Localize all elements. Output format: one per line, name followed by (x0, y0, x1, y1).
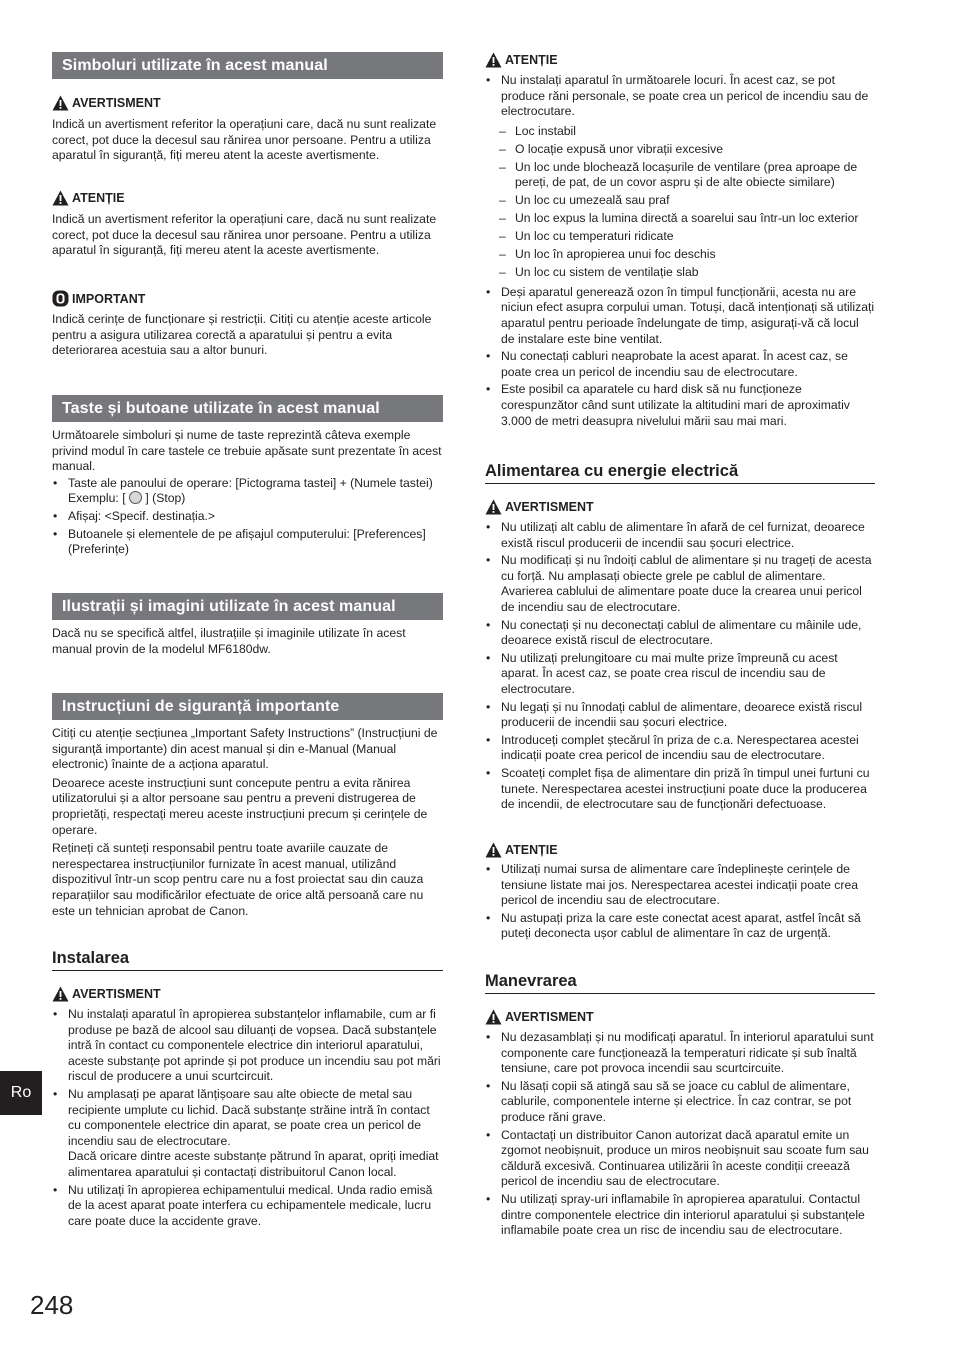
power-caution-content (485, 862, 875, 944)
warning-label-text: AVERTISMENT (505, 1010, 594, 1024)
keys-list (52, 476, 443, 558)
sublist-item: – Loc instabil (485, 124, 875, 140)
install-caution-list-cont (485, 285, 875, 429)
handling-warning-content (485, 1030, 875, 1241)
list-item: • Deși aparatul generează ozon în timpul funcționării, acesta nu are niciun efect asupra corpului uman. Totuși, dacă intenționați să utilizați aparatul pentru perioade îndelungate de timp, asigurați-vă că locul de instalare este bine ventilat. (485, 285, 875, 347)
sublist-item: – Un loc cu temperaturi ridicate (485, 229, 875, 245)
keys-content (52, 428, 443, 560)
caution-label-text: ATENȚIE (72, 191, 125, 205)
power-warning-content (485, 520, 875, 815)
safety-paragraph: Rețineți că sunteți responsabil pentru toate avariile cauzate de nerespectarea instrucțiunilor furnizate în acest manual, utilizând dispozitivul într-un scop pentru care nu a fost proiectat sau din cauza reparațiilor sau modificărilor efectuate de orice altă persoană care nu este un tehnician aprobat de Canon. (52, 841, 424, 918)
list-item: • Nu utilizați spray-uri inflamabile în apropierea aparatului. Contactul dintre componentele electrice din interiorul aparatului și substanțele inflamabile poate crea un risc de incendiu sau de electrocutare. (485, 1192, 875, 1239)
warning-triangle-icon (485, 499, 502, 515)
list-item: • Nu modificați și nu îndoiți cablul de alimentare și nu trageți de acesta cu forță. Nu amplasați obiecte grele pe cablul de alimentare. Avarierea cablului de alimentare poate duce la crearea unui pericol de incendiu sau de electrocutare. (485, 553, 875, 615)
list-item: • Nu utilizați prelungitoare cu mai multe prize împreună cu acest aparat. În acest caz, se poate crea riscul de incendiu sau de electrocutare. (485, 651, 875, 698)
install-warning-list (52, 1007, 443, 1229)
sublist-item: – Un loc cu sistem de ventilație slab (485, 265, 875, 281)
list-item: • Introduceți complet ștecărul în priza de c.a. Nerespectarea acestei indicații poate crea pericol de incendiu sau de electrocutare. (485, 733, 875, 764)
list-item: • Nu astupați priza la care este conectat acest aparat, astfel încât să puteți deconecta ușor cablul de alimentare în caz de urgență. (485, 911, 875, 942)
list-item: • Contactați un distribuitor Canon autorizat dacă aparatul emite un zgomot neobișnuit, produce un miros neobișnuit sau scoate fum sau căldură excesivă. Continuarea utilizării în aceste condiții creează pericol de incendiu sau de electrocutare. (485, 1128, 875, 1190)
warning-triangle-icon (485, 1009, 502, 1025)
important-description: Indică cerințe de funcționare și restricții. Citiți cu atenție aceste articole pentru a asigura utilizarea corectă a aparatului și pentru a evita deteriorarea acestuia sau a altor bunuri. (52, 312, 432, 358)
install-caution-label (485, 52, 875, 68)
install-warning-list-wrap (52, 1007, 443, 1231)
list-item: • Nu legați și nu înnodați cablul de alimentare, deoarece există riscul producerii de incendii sau șocuri electrice. (485, 700, 875, 731)
list-item: • Nu instalați aparatul în apropierea substanțelor inflamabile, cum ar fi produse pe bază de alcool sau diluanți de vopsea. Dacă substanțele intră în contact cu componentele electrice din interiorul aparatului, aceste substanțe pot aprinde și pot produce un incendiu sau pot mări riscul de producere a unui scurtcircuit. (52, 1007, 443, 1085)
power-caution-label (485, 842, 875, 858)
power-warning-list (485, 520, 875, 813)
section-bar-keys: Taste și butoane utilizate în acest manual (52, 395, 443, 422)
install-caution-list (485, 73, 875, 120)
important-icon (52, 290, 69, 307)
list-item: • Este posibil ca aparatele cu hard disk să nu funcționeze corespunzător când sunt utilizate la altitudini mari de aproximativ 3.000 de metri deasupra nivelului mării sau mai mari. (485, 382, 875, 429)
language-side-tab: Ro (0, 1071, 42, 1115)
install-caution-content (485, 73, 875, 431)
section-bar-safety: Instrucțiuni de siguranță importante (52, 693, 443, 720)
sublist-item: – Un loc cu umezeală sau praf (485, 193, 875, 209)
safety-paragraph: Deoarece aceste instrucțiuni sunt concepute pentru a evita rănirea utilizatorului și a altor persoane sau pentru a preveni distrugerea de proprietăți, respectați mereu aceste instrucțiuni precum și cerințele de operare. (52, 775, 428, 837)
safety-paragraph: Citiți cu atenție secțiunea „Important Safety Instructions” (Instrucțiuni de siguranță importante) din acest manual și din e-Manual (Manual electronic) înainte de a acționa aparatul. (52, 726, 438, 772)
list-item: • Afișaj: <Specif. destinația.> (52, 509, 443, 525)
warning-label-text: AVERTISMENT (72, 96, 161, 110)
list-item: • Nu amplasați pe aparat lănțișoare sau alte obiecte de metal sau recipiente umplute cu lichid. Dacă substanțe străine intră în contact cu componentele electrice din aparat, se poate crea un pericol de incendiu sau de electrocutare. Dacă oricare dintre aceste substanțe pătrund în aparat, opriți imediat alimentarea aparatului și contactați distribuitorul Canon local. (52, 1087, 443, 1181)
important-label (52, 290, 443, 307)
warning-label-text: AVERTISMENT (72, 987, 161, 1001)
install-warning-label (52, 986, 443, 1002)
sublist-item: – O locație expusă unor vibrații excesive (485, 142, 875, 158)
power-caution-list (485, 862, 875, 942)
caution-label-text: ATENȚIE (505, 53, 558, 67)
illustrations-text: Dacă nu se specifică altfel, ilustrațiile și imaginile utilizate în acest manual provin de la modelul MF6180dw. (52, 626, 406, 656)
section-heading-power: Alimentarea cu energie electrică (485, 462, 875, 484)
important-label-text: IMPORTANT (72, 291, 146, 306)
caution-description: Indică un avertisment referitor la operațiuni care, dacă nu sunt realizate corect, pot duce la decesul sau rănirea unor persoane. Pentru a utiliza aparatul în siguranță, fiți mereu atent la aceste avertismente. (52, 212, 437, 258)
caution-triangle-icon (52, 190, 69, 206)
section-heading-install: Instalarea (52, 949, 443, 971)
list-item: • Nu conectați cabluri neaprobate la acest aparat. În acest caz, se poate crea un pericol de incendiu sau de electrocutare. (485, 349, 875, 380)
warning-description: Indică un avertisment referitor la operațiuni care, dacă nu sunt realizate corect, pot duce la decesul sau rănirea unor persoane. Pentru a utiliza aparatul în siguranță, fiți mereu atent la aceste avertismente. (52, 117, 437, 163)
list-item: • Butoanele și elementele de pe afișajul computerului: [Preferences] (Preferințe) (52, 527, 443, 558)
warning-label (52, 95, 443, 111)
caution-triangle-icon (485, 52, 502, 68)
list-item: • Nu conectați și nu deconectați cablul de alimentare cu mâinile ude, deoarece există riscul de electrocutare. (485, 618, 875, 649)
caution-label (52, 190, 443, 206)
safety-content (52, 726, 443, 919)
list-item: • Nu instalați aparatul în următoarele locuri. În acest caz, se pot produce răni personale, se poate crea un pericol de incendiu sau de electrocutare. (485, 73, 875, 120)
list-item: • Utilizați numai sursa de alimentare care îndeplinește cerințele de tensiune listate mai jos. Nerespectarea acestei indicații poate crea pericol de incendiu sau de electrocutare. (485, 862, 875, 909)
section-heading-handling: Manevrarea (485, 972, 875, 994)
sublist-item: – Un loc în apropierea unui foc deschis (485, 247, 875, 263)
list-item: • Taste ale panoului de operare: [Pictograma tastei] + (Numele tastei) Exemplu: [ ] (Stop) (52, 476, 443, 507)
warning-triangle-icon (52, 986, 69, 1002)
handling-warning-label (485, 1009, 875, 1025)
handling-warning-list (485, 1030, 875, 1239)
page-number: 248 (30, 1290, 74, 1320)
list-item: • Nu utilizați alt cablu de alimentare în afară de cel furnizat, deoarece există riscul producerii de incendii sau șocuri electrice. (485, 520, 875, 551)
section-bar-symbols: Simboluri utilizate în acest manual (52, 52, 443, 79)
stop-key-icon (129, 491, 142, 504)
list-item: • Nu utilizați în apropierea echipamentului medical. Unda radio emisă de la acest aparat poate interfera cu echipamentele medicale, lucru care poate duce la accidente grave. (52, 1183, 443, 1230)
power-warning-label (485, 499, 875, 515)
list-item: • Scoateți complet fișa de alimentare din priză în timpul unei furtuni cu tunete. Nerespectarea acestei instrucțiuni poate duce la producerea de incendii, de electrocutare sau de funcționări defectuoase. (485, 766, 875, 813)
caution-triangle-icon (485, 842, 502, 858)
caution-label-text: ATENȚIE (505, 843, 558, 857)
sublist-item: – Un loc expus la lumina directă a soarelui sau într-un loc exterior (485, 211, 875, 227)
warning-label-text: AVERTISMENT (505, 500, 594, 514)
section-bar-illustrations: Ilustrații și imagini utilizate în acest manual (52, 593, 443, 620)
list-item: • Nu lăsați copii să atingă sau să se joace cu cablul de alimentare, cablurile, componentele interne și electrice. În caz contrar, se pot produce răni grave. (485, 1079, 875, 1126)
sublist-item: – Un loc unde blochează locașurile de ventilare (prea aproape de pereți, de pat, de un covor aspru și de alte obiecte similare) (485, 160, 875, 191)
location-sublist (485, 124, 875, 281)
keys-intro: Următoarele simboluri și nume de taste reprezintă câteva exemple privind modul în care tastele ce trebuie apăsate sunt prezentate în acest manual. (52, 428, 442, 474)
list-item: • Nu dezasamblați și nu modificați aparatul. În interiorul aparatului sunt componente care funcționează la temperaturi ridicate și sub înaltă tensiune, care pot provoca incendii sau scurtcircuite. (485, 1030, 875, 1077)
warning-triangle-icon (52, 95, 69, 111)
